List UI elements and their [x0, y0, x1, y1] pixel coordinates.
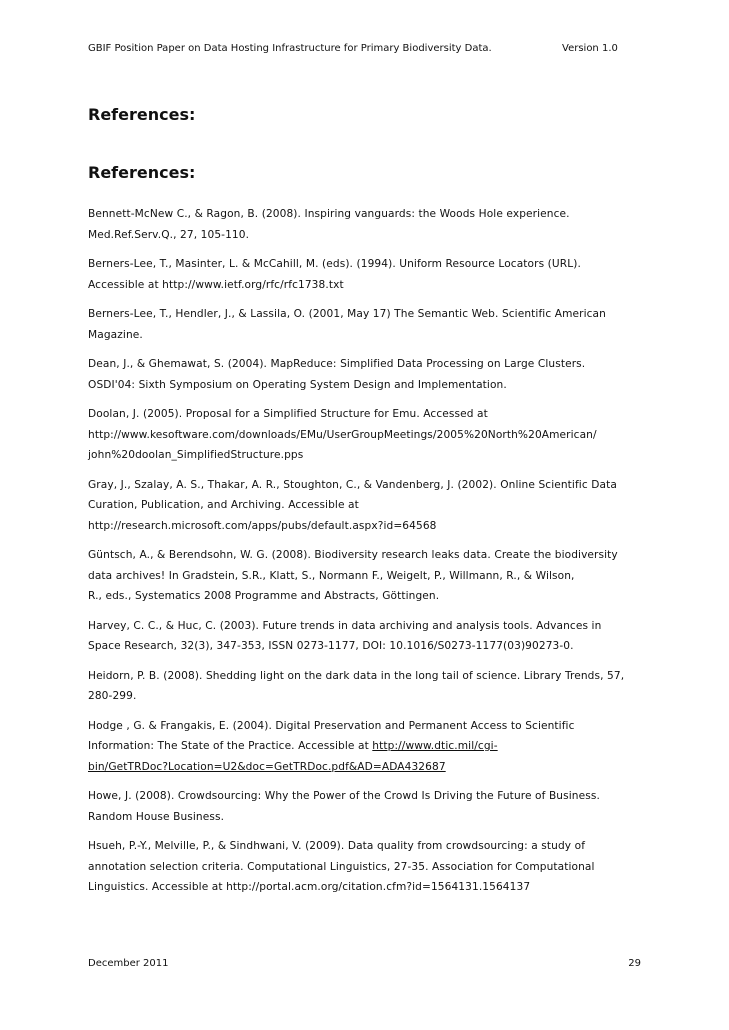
reference-entry — [88, 204, 648, 245]
reference-line: Doolan, J. (2005). Proposal for a Simplified Structure for Emu. Accessed at — [88, 408, 488, 420]
document-title: GBIF Position Paper on Data Hosting Infrastructure for Primary Biodiversity Data. — [88, 43, 492, 54]
reference-line — [88, 736, 648, 757]
reference-line: Hodge , G. & Frangakis, E. (2004). Digital Preservation and Permanent Access to Scientific — [88, 719, 575, 732]
reference-line: Heidorn, P. B. (2008). Shedding light on the dark data in the long tail of science. Library Trends, 57, — [88, 669, 625, 682]
reference-line: data archives! In Gradstein, S.R., Klatt, S., Normann F., Weigelt, P., Willmann, R., & Wilson, — [88, 569, 575, 582]
reference-entry — [88, 475, 648, 537]
reference-list — [88, 204, 648, 907]
reference-line: Hsueh, P.-Y., Melville, P., & Sindhwani, V. (2009). Data quality from crowdsourcing: a study of — [88, 840, 586, 852]
section-heading: References: — [88, 105, 196, 124]
reference-entry — [88, 786, 648, 827]
reference-entry — [88, 304, 648, 345]
reference-line: OSDI'04: Sixth Symposium on Operating System Design and Implementation. — [88, 378, 507, 391]
reference-line: Dean, J., & Ghemawat, S. (2004). MapReduce: Simplified Data Processing on Large Clusters. — [88, 358, 586, 370]
reference-line: Güntsch, A., & Berendsohn, W. G. (2008). Biodiversity research leaks data. Create the biodiversity — [88, 549, 618, 561]
reference-entry — [88, 354, 648, 395]
reference-line: Bennett-McNew C., & Ragon, B. (2008). Inspiring vanguards: the Woods Hole experience. — [88, 208, 570, 220]
reference-line: Berners-Lee, T., Hendler, J., & Lassila, O. (2001, May 17) The Semantic Web. Scientific American — [88, 308, 606, 320]
reference-line: john%20doolan_SimplifiedStructure.pps — [88, 449, 304, 461]
footer-date: December 2011 — [88, 958, 169, 969]
reference-entry — [88, 836, 648, 898]
reference-entry — [88, 545, 648, 607]
page-number: 29 — [628, 958, 641, 969]
reference-entry — [88, 616, 648, 657]
reference-entry — [88, 404, 648, 466]
reference-line: R., eds., Systematics 2008 Programme and Abstracts, Göttingen. — [88, 590, 440, 602]
reference-entry — [88, 254, 648, 295]
reference-line: Harvey, C. C., & Huc, C. (2003). Future trends in data archiving and analysis tools. Advances in — [88, 619, 602, 632]
reference-line: http://research.microsoft.com/apps/pubs/default.aspx?id=64568 — [88, 519, 437, 532]
reference-line: Gray, J., Szalay, A. S., Thakar, A. R., Stoughton, C., & Vandenberg, J. (2002). Online Scientific Data — [88, 478, 617, 491]
reference-line: Berners-Lee, T., Masinter, L. & McCahill, M. (eds). (1994). Uniform Resource Locators (URL). — [88, 258, 581, 270]
reference-line: http://www.kesoftware.com/downloads/EMu/UserGroupMeetings/2005%20North%20American/ — [88, 428, 597, 441]
section-heading: References: — [88, 163, 196, 182]
reference-line: Curation, Publication, and Archiving. Accessible at — [88, 499, 359, 511]
reference-line: Space Research, 32(3), 347-353, ISSN 0273-1177, DOI: 10.1016/S0273-1177(03)90273-0. — [88, 640, 574, 652]
reference-entry — [88, 666, 648, 707]
reference-line: 280-299. — [88, 690, 137, 702]
document-version: Version 1.0 — [562, 43, 618, 54]
reference-line: annotation selection criteria. Computational Linguistics, 27-35. Association for Computational — [88, 860, 595, 873]
reference-line: Magazine. — [88, 328, 143, 341]
reference-line: Howe, J. (2008). Crowdsourcing: Why the Power of the Crowd Is Driving the Future of Business. — [88, 790, 600, 802]
reference-link[interactable]: bin/GetTRDoc?Location=U2&doc=GetTRDoc.pdf&AD=ADA432687 — [88, 760, 446, 773]
reference-line: Accessible at http://www.ietf.org/rfc/rfc1738.txt — [88, 278, 344, 291]
reference-line: Linguistics. Accessible at http://portal.acm.org/citation.cfm?id=1564131.1564137 — [88, 881, 531, 893]
reference-line: Med.Ref.Serv.Q., 27, 105-110. — [88, 228, 250, 241]
reference-entry — [88, 716, 648, 778]
reference-link[interactable]: http://www.dtic.mil/cgi- — [372, 740, 498, 752]
reference-text: Information: The State of the Practice. Accessible at — [88, 740, 373, 752]
reference-line: Random House Business. — [88, 810, 225, 823]
